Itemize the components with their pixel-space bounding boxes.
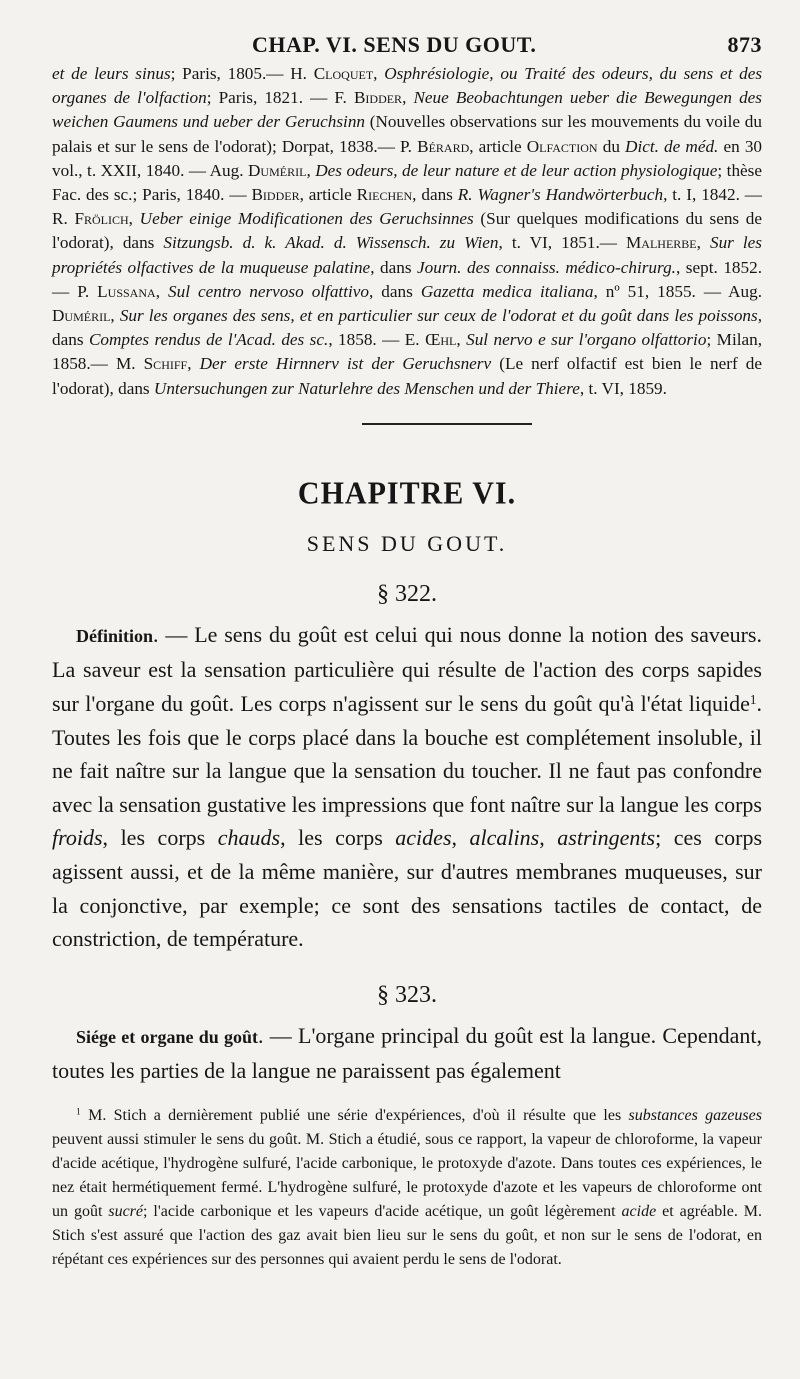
- italic-run: acides: [395, 825, 452, 851]
- author-name-run: Bidder: [251, 185, 300, 205]
- author-name-run: Duméril: [248, 160, 307, 180]
- italic-run: Dict. de méd.: [625, 136, 719, 156]
- text-run: ,: [187, 354, 200, 374]
- text-run: , dans: [368, 281, 421, 301]
- section-322-text: [52, 618, 762, 956]
- italic-run: Der erste Hirnnerv ist der Geruchsnerv: [199, 354, 492, 374]
- section-number-322: § 322.: [377, 580, 437, 607]
- italic-run: Sur les propriétés olfactives de la muqueuse palatine: [52, 233, 762, 277]
- text-run: ; ces corps agissent aussi, et de la même manière, sur d'autres membranes muqueuses, sur la conjonctive, par exemple; ce sont des sensations tactiles de contact, de constriction, de température.: [52, 825, 763, 952]
- text-run: ,: [306, 160, 316, 180]
- text-run: ,: [373, 64, 385, 83]
- text-run: . — Le sens du goût est celui qui nous donne la notion des saveurs. La saveur est la sensation particulière qui résulte de l'action des corps sapides sur l'organe du goût. Les corps n'agissent sur le sens du goût qu'à l'état liquide: [52, 621, 762, 717]
- text-run: , dans: [52, 306, 763, 350]
- author-name-run: Lussana: [97, 281, 156, 301]
- page-number: 873: [727, 32, 762, 57]
- text-run: ; Paris, 1821. — F.: [206, 88, 354, 108]
- text-run: ; l'acide carbonique et les vapeurs d'acide acétique, un goût légèrement: [143, 1202, 622, 1220]
- author-name-run: Œhl: [425, 330, 457, 350]
- italic-run: alcalins: [469, 825, 540, 851]
- text-run: (Sur quelques modifications du sens de l'odorat), dans: [52, 209, 763, 253]
- text-run: (Nouvelles observations sur les mouvements du voile du palais et sur le sens de l'odorat); Dorpat, 1838.— P.: [52, 112, 762, 156]
- text-run: et agréable. M. Stich s'est assuré que l'action des gaz avait bien lieu sur le sens du goût, et non sur le sens de l'odorat, en répétant ces expériences sur des personnes qui avaient perdu le sens de l'odorat.: [52, 1202, 762, 1268]
- italic-run: Osphrésiologie, ou Traité des odeurs, du sens et des organes de l'olfaction: [52, 64, 763, 108]
- italic-run: Sul nervo e sur l'organo olfattorio: [466, 330, 707, 350]
- text-run: , nº 51, 1855. — Aug.: [593, 281, 763, 301]
- running-head: [52, 24, 762, 62]
- author-name-run: Bidder: [353, 88, 403, 108]
- italic-run: astringents: [557, 825, 656, 851]
- text-run: , t. VI, 1851.—: [498, 233, 627, 253]
- text-run: M. Stich a dernièrement publié une série d'expériences, d'où il résulte que les: [80, 1106, 629, 1124]
- italic-run: chauds: [217, 825, 281, 851]
- text-run: peuvent aussi stimuler le sens du goût. M. Stich a étudié, sous ce rapport, la vapeur de chloroforme, la vapeur d'acide acétique, l'hydrogène sulfuré, l'acide carbonique, le protoxyde d'azote. Dans toutes ces expériences, le nez était hermétiquement fermé. L'hydrogène sulfuré, le protoxyde d'azote et les vapeurs de chloroforme ont un goût: [52, 1130, 762, 1220]
- text-run: (Le nerf olfactif est bien le nerf de l'odorat), dans: [52, 354, 762, 398]
- text-run: ,: [155, 281, 168, 301]
- section-323-paragraph: [52, 1019, 762, 1088]
- italic-run: R. Wagner's Handwörterbuch: [457, 185, 664, 205]
- text-run: ,: [110, 306, 120, 326]
- italic-run: et de leurs sinus: [52, 64, 171, 83]
- text-run: , article: [469, 136, 527, 156]
- chapter-title: CHAPITRE VI.: [297, 475, 517, 511]
- bibliography-references: [52, 62, 762, 401]
- italic-run: Gazetta medica italiana: [420, 281, 594, 301]
- text-run: en 30 vol., t. XXII, 1840. — Aug.: [52, 136, 763, 180]
- footnote-1: [52, 1104, 762, 1272]
- text-run: . Toutes les fois que le corps placé dans la bouche est complétement insoluble, il ne fait naître sur la langue que la sensation du toucher. Il ne faut pas confondre avec la sensation gustative les impressions que font naître sur la langue les corps: [52, 691, 762, 817]
- text-run: ,: [456, 330, 467, 350]
- footnote-marker: 1: [76, 1106, 81, 1118]
- text-run: . — L'organe principal du goût est la langue. Cependant, toutes les parties de la langue ne paraissent pas également: [52, 1022, 763, 1084]
- text-run: ; Milan, 1858.— M.: [52, 330, 763, 374]
- text-run: ,: [402, 88, 414, 108]
- text-run: , les corps: [280, 825, 396, 851]
- chapter-subtitle: SENS DU GOUT.: [306, 530, 508, 556]
- italic-run: Neue Beobachtungen ueber die Bewegungen des weichen Gaumens und ueber der Geruchsinn: [52, 88, 762, 132]
- italic-run: acide: [621, 1202, 657, 1220]
- text-run: ; thèse Fac. des sc.; Paris, 1840. —: [52, 160, 762, 205]
- italic-run: Comptes rendus de l'Acad. des sc.: [88, 330, 329, 350]
- author-name-run: Malherbe: [626, 233, 697, 253]
- text-run: ; Paris, 1805.— H.: [170, 64, 314, 83]
- italic-run: sucré: [108, 1202, 143, 1220]
- italic-run: Sur les organes des sens, et en particulier sur ceux de l'odorat et du goût dans les poissons: [119, 306, 758, 326]
- section-323-text: [52, 1019, 762, 1088]
- section-322-paragraph: [52, 618, 762, 956]
- text-run: ,: [539, 825, 558, 851]
- text-run: , article: [299, 185, 357, 205]
- bold-lead-run: Définition: [76, 625, 154, 646]
- author-name-run: Cloquet: [313, 64, 374, 83]
- italic-run: froids: [52, 825, 103, 851]
- text-run: , dans: [412, 185, 458, 205]
- italic-run: Sitzungsb. d. k. Akad. d. Wissensch. zu Wien: [163, 233, 499, 253]
- bold-lead-run: Siége et organe du goût: [76, 1026, 259, 1047]
- italic-run: Untersuchungen zur Naturlehre des Menschen und der Thiere: [153, 378, 580, 398]
- text-run: , sept. 1852. — P.: [52, 257, 762, 301]
- text-run: , t. I, 1842. — R.: [52, 185, 762, 229]
- footnote-marker: 1: [749, 691, 757, 707]
- author-name-run: Duméril: [52, 306, 111, 326]
- author-name-run: Olfaction: [526, 136, 598, 156]
- text-run: ,: [128, 209, 140, 229]
- text-run: ,: [696, 233, 710, 253]
- italic-run: Des odeurs, de leur nature et de leur action physiologique: [315, 160, 718, 180]
- author-name-run: Riechen: [356, 185, 413, 205]
- italic-run: Sul centro nervoso olfattivo: [168, 281, 369, 301]
- text-run: , dans: [370, 257, 418, 277]
- text-run: , t. VI, 1859.: [579, 378, 667, 398]
- text-run: du: [597, 136, 626, 156]
- italic-run: Journ. des connaiss. médico-chirurg.: [417, 257, 676, 277]
- author-name-run: Bérard: [417, 136, 470, 156]
- text-run: , les corps: [102, 825, 218, 851]
- italic-run: substances gazeuses: [628, 1106, 762, 1124]
- text-run: , 1858. — E.: [328, 330, 426, 350]
- author-name-run: Schiff: [143, 354, 188, 374]
- text-run: ,: [451, 825, 470, 851]
- section-number-323: § 323.: [377, 981, 437, 1008]
- section-divider-rule: [362, 423, 532, 425]
- italic-run: Ueber einige Modificationen des Geruchsinnes: [139, 209, 474, 229]
- author-name-run: Frölich: [74, 209, 129, 229]
- running-head-title: CHAP. VI. SENS DU GOUT.: [252, 32, 537, 57]
